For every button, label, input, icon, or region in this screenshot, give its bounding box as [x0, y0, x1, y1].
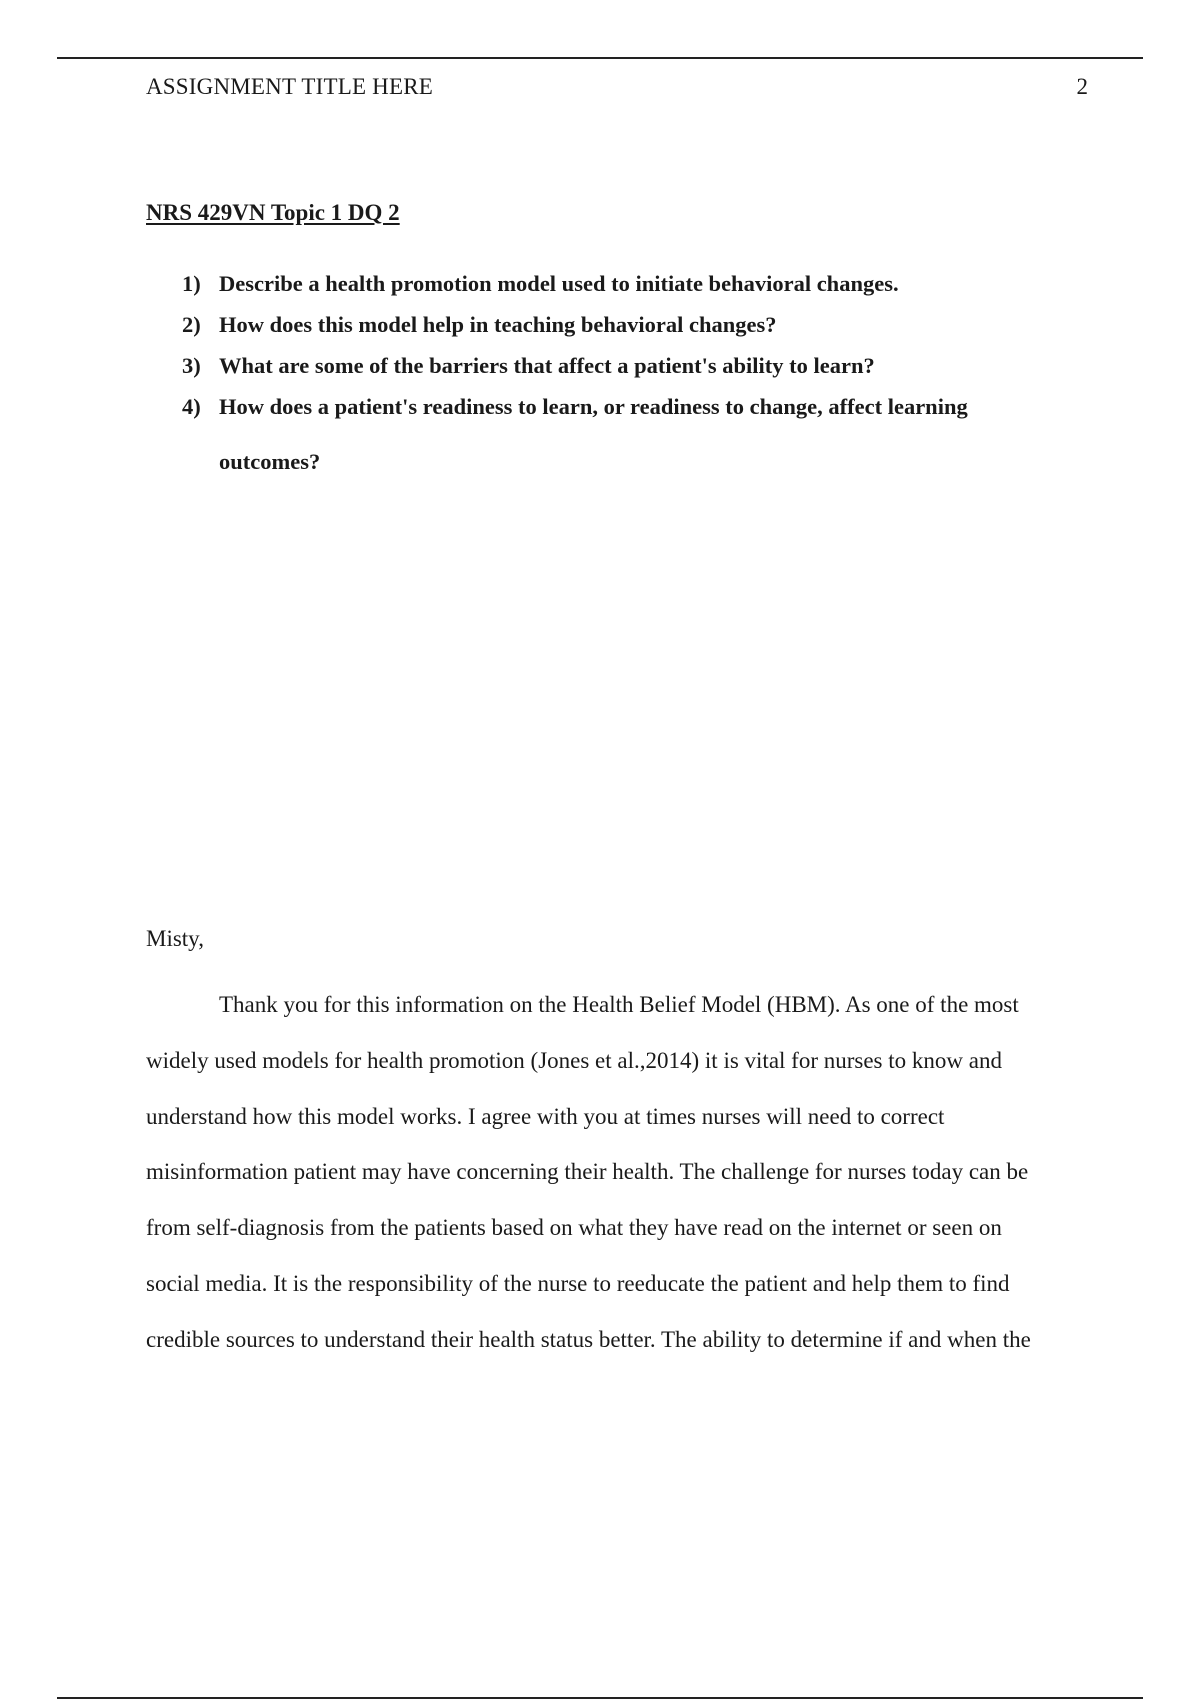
- question-text: How does a patient's readiness to learn, or readiness to change, affect learning: [219, 394, 968, 419]
- document-heading: NRS 429VN Topic 1 DQ 2: [146, 200, 400, 225]
- question-number: 2): [182, 312, 201, 337]
- paragraph-line: credible sources to understand their health status better. The ability to determine if and when the: [146, 1326, 1031, 1352]
- question-list: [146, 256, 1096, 489]
- question-text: What are some of the barriers that affect a patient's ability to learn?: [219, 353, 875, 378]
- footer-rule: [57, 1697, 1143, 1699]
- paragraph-line: misinformation patient may have concerning their health. The challenge for nurses today can be: [146, 1159, 1029, 1185]
- question-number: 1): [182, 271, 201, 296]
- question-number: 3): [182, 353, 201, 378]
- page-number: 2: [1076, 74, 1088, 99]
- question-number: 4): [182, 394, 201, 419]
- response-paragraph: [146, 977, 1090, 1368]
- question-text: How does this model help in teaching behavioral changes?: [219, 312, 777, 337]
- running-head: ASSIGNMENT TITLE HERE: [146, 74, 434, 99]
- paragraph-line: widely used models for health promotion (Jones et al.,2014) it is vital for nurses to know and: [146, 1047, 1002, 1073]
- question-text: Describe a health promotion model used to initiate behavioral changes.: [219, 271, 899, 296]
- question-item: [146, 379, 1096, 489]
- salutation: Misty,: [146, 926, 204, 951]
- paragraph-line: Thank you for this information on the Health Belief Model (HBM). As one of the most: [219, 992, 1019, 1017]
- question-text-continuation: outcomes?: [219, 449, 321, 474]
- paragraph-line: social media. It is the responsibility of the nurse to reeducate the patient and help them to find: [146, 1270, 1010, 1296]
- paragraph-line: from self-diagnosis from the patients based on what they have read on the internet or seen on: [146, 1215, 1002, 1241]
- paragraph-line: understand how this model works. I agree with you at times nurses will need to correct: [146, 1103, 945, 1129]
- header-rule: [57, 57, 1143, 59]
